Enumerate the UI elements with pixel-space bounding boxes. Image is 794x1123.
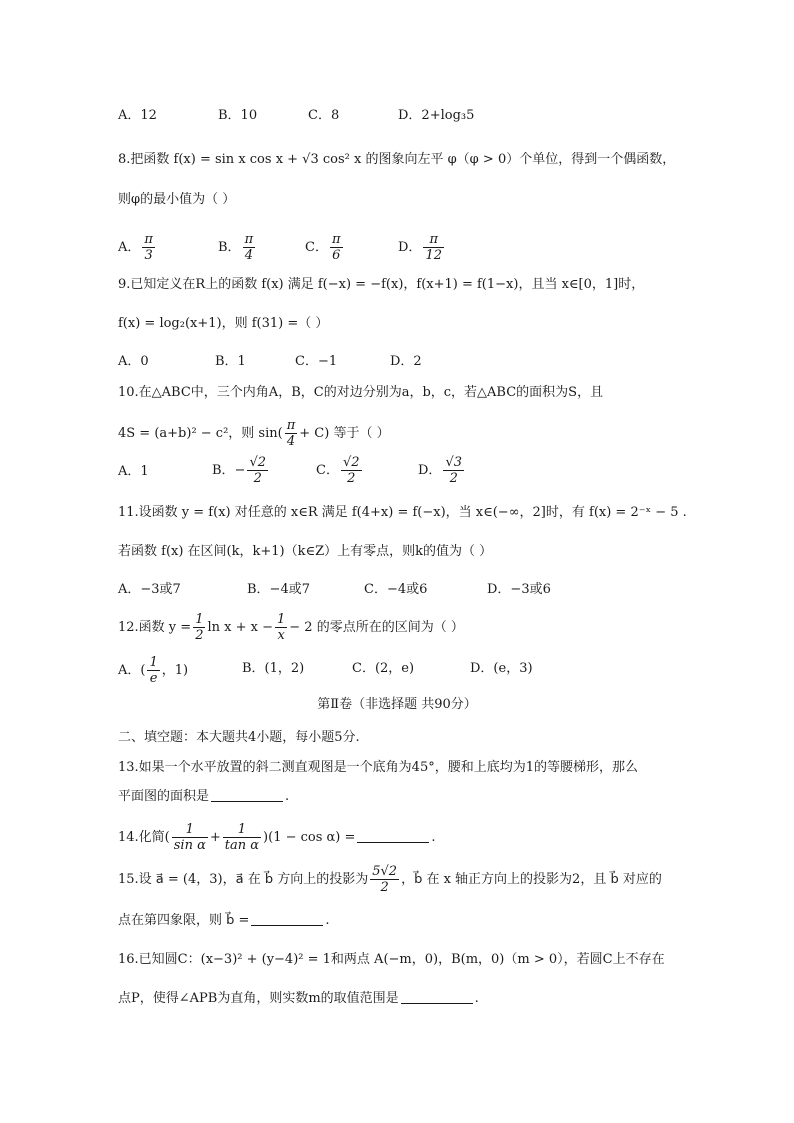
- q12-option-b: B．(1，2): [242, 661, 305, 676]
- q11-option-d: D．−3或6: [487, 582, 551, 597]
- q10-stem-line2: 4S = (a+b)² − c²，则 sin( $\frac{\pi}{4}$ + C) 等于（ ）: [118, 418, 390, 449]
- q10-option-b: B．− $\frac{√2}{2}$: [212, 455, 267, 486]
- q8-option-c: C． $\frac{\pi}{6}$: [305, 232, 341, 263]
- q16-stem-line2: 点P，使得∠APB为直角，则实数m的取值范围是 .: [118, 991, 479, 1006]
- q10-option-a: A．1: [118, 464, 149, 479]
- q9-option-d: D．2: [390, 354, 422, 369]
- q8-stem-line2: 则φ的最小值为（ ）: [118, 192, 236, 207]
- q16-answer-blank[interactable]: [401, 989, 473, 1004]
- q11-option-a: A．−3或7: [118, 582, 181, 597]
- q11-option-b: B．−4或7: [247, 582, 310, 597]
- q13-answer-blank[interactable]: [211, 787, 283, 802]
- q10-stem-line1: 10.在△ABC中，三个内角A，B，C的对边分别为a，b，c，若△ABC的面积为S，且: [118, 385, 604, 400]
- q9-option-b: B．1: [215, 354, 246, 369]
- q12-option-a: A．( $\frac{1}{e}$ ，1): [118, 655, 189, 686]
- section-heading: 二、填空题：本大题共4小题，每小题5分.: [118, 730, 360, 745]
- q16-stem-line1: 16.已知圆C：(x−3)² + (y−4)² = 1和两点 A(−m，0)，B(m，0)（m > 0），若圆C上不存在: [118, 952, 665, 967]
- q7-option-c: C．8: [308, 108, 340, 123]
- q11-option-c: C．−4或6: [364, 582, 428, 597]
- q8-option-d: D． $\frac{\pi}{12}$: [398, 232, 442, 263]
- q15-answer-blank[interactable]: [251, 911, 323, 926]
- q10-option-d: D． $\frac{√3}{2}$: [418, 455, 462, 486]
- q8-option-b: B． $\frac{\pi}{4}$: [218, 232, 254, 263]
- q11-stem-line2: 若函数 f(x) 在区间(k，k+1)（k∈Z）上有零点，则k的值为（ ）: [118, 544, 493, 559]
- q11-stem-line1: 11.设函数 y = f(x) 对任意的 x∈R 满足 f(4+x) = f(−x)，当 x∈(−∞，2]时，有 f(x) = 2⁻ˣ − 5 .: [118, 505, 687, 520]
- q8-stem-line1: 8.把函数 f(x) = sin x cos x + √3 cos² x 的图象向左平 φ（φ > 0）个单位，得到一个偶函数，: [118, 152, 676, 167]
- q7-option-b: B．10: [218, 108, 258, 123]
- q15-stem-line1: 15.设 a⃗ = (4，3)，a⃗ 在 b⃗ 方向上的投影为 $\frac{5√2}{2}$ ，b⃗ 在 x 轴正方向上的投影为2，且 b⃗ 对应的: [118, 864, 662, 895]
- q15-stem-line2: 点在第四象限，则 b⃗ = .: [118, 913, 330, 928]
- q14-answer-blank[interactable]: [357, 828, 429, 843]
- q7-option-d: D．2+log₃5: [398, 108, 475, 123]
- q10-option-c: C． $\frac{√2}{2}$: [316, 455, 360, 486]
- q7-option-a: A．12: [118, 108, 157, 123]
- q9-stem-line1: 9.已知定义在R上的函数 f(x) 满足 f(−x) = −f(x)，f(x+1) = f(1−x)，且当 x∈[0，1]时，: [118, 277, 645, 292]
- q13-stem-line2: 平面图的面积是 .: [118, 789, 290, 804]
- q12-option-d: D．(e，3): [470, 661, 533, 676]
- q14-stem: 14.化简( $\frac{1}{\text{sin α}}$ + $\frac{1}{\text{tan α}}$ )(1 − cos α) = .: [118, 822, 436, 853]
- q9-option-c: C．−1: [295, 354, 338, 369]
- q12-option-c: C．(2，e): [352, 661, 415, 676]
- q12-stem: 12.函数 y = $\frac{1}{2}$ ln x + x − $\frac{1}{x}$ − 2 的零点所在的区间为（ ）: [118, 612, 464, 643]
- q9-stem-line2: f(x) = log₂(x+1)，则 f(31) =（ ）: [118, 316, 329, 331]
- section-title: 第Ⅱ卷（非选择题 共90分）: [317, 697, 477, 712]
- q13-stem-line1: 13.如果一个水平放置的斜二测直观图是一个底角为45°，腰和上底均为1的等腰梯形，那么: [118, 760, 638, 775]
- q8-option-a: A． $\frac{\pi}{3}$: [118, 232, 153, 263]
- q9-option-a: A．0: [118, 354, 149, 369]
